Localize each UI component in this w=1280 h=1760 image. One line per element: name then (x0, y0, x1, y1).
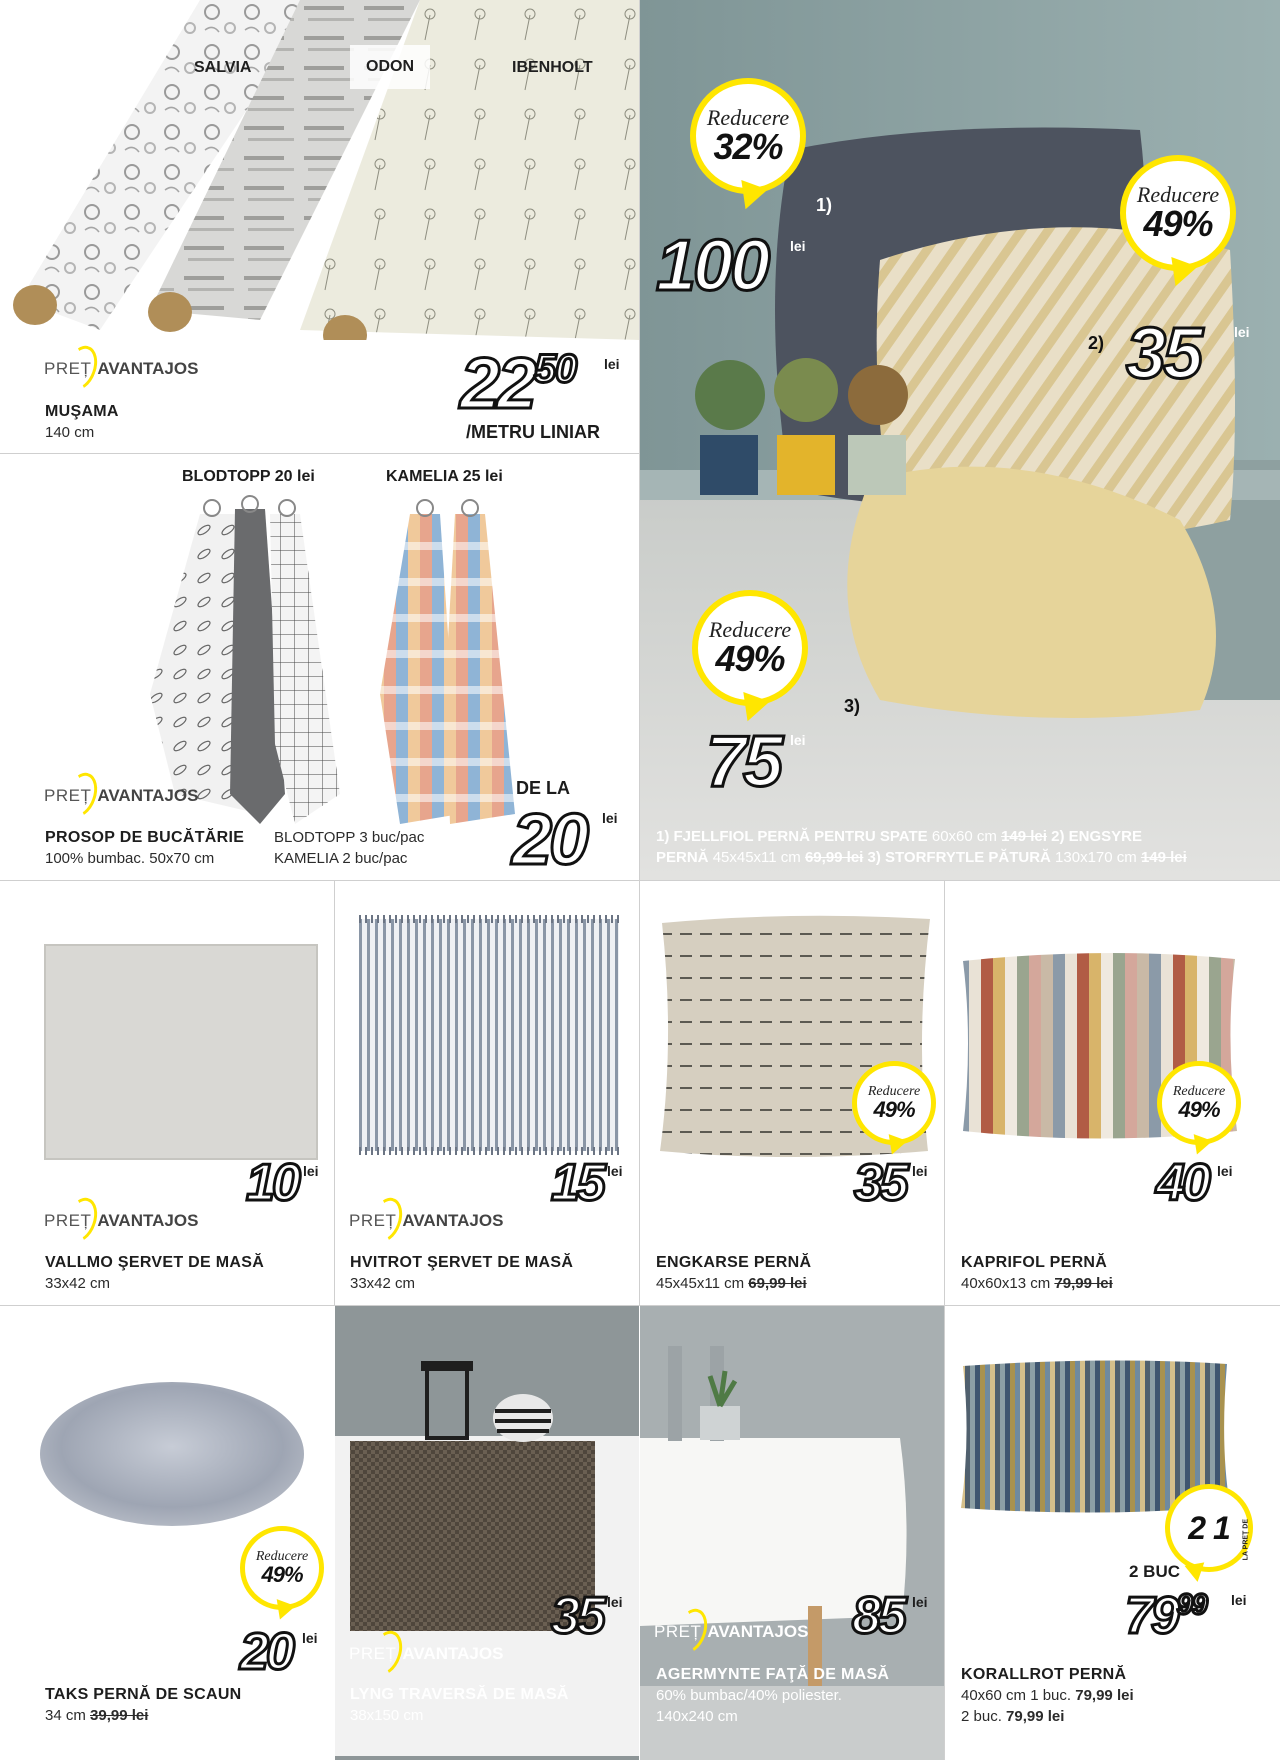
product-material: 100% bumbac. 50x70 cm (45, 850, 215, 867)
musama-panel (0, 0, 639, 453)
price-value: 40 (1156, 1154, 1208, 1212)
product-title: ENGKARSE PERNĂ (656, 1254, 812, 1271)
product-material: 60% bumbac/40% poliester. (656, 1687, 842, 1704)
price-currency-2: lei (1234, 324, 1250, 340)
product-title: VALLMO ŞERVET DE MASĂ (45, 1254, 265, 1271)
price-value-3: 75 (706, 722, 781, 802)
agermynte-panel (640, 1306, 944, 1760)
pret-avantajos-logo: PREȚ AVANTAJOS (44, 776, 198, 816)
item-marker-1: 1) (816, 195, 833, 215)
price-value: 20 (512, 800, 587, 880)
divider (0, 1305, 1280, 1306)
kaprifol-panel (945, 881, 1280, 1305)
price-currency: lei (607, 1163, 623, 1179)
pret-avantajos-logo: PREȚ AVANTAJOS (654, 1612, 808, 1652)
variant-label-odon: ODON (350, 45, 430, 89)
discount-badge-2: Reducere 49% (1120, 155, 1236, 271)
price-value: 35 (551, 1587, 603, 1645)
product-size: 45x45x11 cm 69,99 lei (656, 1275, 807, 1292)
product-title: LYNG TRAVERSĂ DE MASĂ (350, 1686, 569, 1703)
multi-buy-label: 2 BUC (1129, 1562, 1181, 1581)
musama-rolls-illustration (0, 0, 639, 340)
pret-avantajos-logo: PREȚ AVANTAJOS (44, 349, 198, 389)
divider (0, 880, 1280, 881)
divider (0, 453, 639, 454)
product-size: 38x150 cm (350, 1707, 424, 1724)
product-title: PROSOP DE BUCĂTĂRIE (45, 829, 245, 846)
price-currency: lei (607, 1594, 623, 1610)
cushion-multistripe-illustration (945, 931, 1280, 1171)
korallrot-panel (945, 1306, 1280, 1760)
price-currency: lei (604, 356, 620, 372)
variant-label-salvia: SALVIA (194, 59, 252, 76)
price-value: 20 (240, 1623, 292, 1681)
product-title: HVITROT ŞERVET DE MASĂ (350, 1254, 574, 1271)
single-price-line: 40x60 cm 1 buc. 79,99 lei (961, 1687, 1134, 1704)
price-currency: lei (602, 810, 618, 826)
divider (639, 881, 640, 1305)
prosop-panel (0, 454, 639, 880)
product-size: 140x240 cm (656, 1708, 738, 1725)
lyng-panel (335, 1306, 639, 1760)
product-title: MUŞAMA (45, 403, 119, 420)
product-size: 40x60x13 cm 79,99 lei (961, 1275, 1113, 1292)
hero-panel (640, 0, 1280, 880)
variant-label-blodtopp: BLODTOPP 20 lei (182, 468, 315, 485)
hero-caption: 1) FJELLFIOL PERNĂ PENTRU SPATE 60x60 cm 149 lei 2) ENGSYRE PERNĂ 45x45x11 cm 69,99 lei 3) STORFRYTLE PĂTURĂ 130x170 cm 149 lei (656, 828, 1187, 866)
product-size: 33x42 cm (350, 1275, 416, 1292)
multi-buy-badge: 2 1 LA PREȚ DE (1165, 1484, 1253, 1572)
napkin-grey-illustration (0, 931, 334, 1171)
pret-avantajos-logo: PREȚ AVANTAJOS (349, 1634, 503, 1674)
price-value-1: 100 (656, 226, 768, 306)
product-title: TAKS PERNĂ DE SCAUN (45, 1686, 242, 1703)
discount-badge-1: Reducere 32% (690, 78, 806, 194)
price-value: $79^{99}$ (1125, 1587, 1207, 1645)
product-size: 34 cm 39,99 lei (45, 1707, 149, 1724)
price-currency-3: lei (790, 732, 806, 748)
taks-panel (0, 1306, 334, 1760)
price-value: 15 (551, 1154, 603, 1212)
divider (639, 0, 640, 880)
price-currency-1: lei (790, 238, 806, 254)
discount-badge: Reducere 49% (1157, 1061, 1241, 1145)
price-currency: lei (1217, 1163, 1233, 1179)
price-currency: lei (912, 1594, 928, 1610)
price-value: $22^{50}$ (460, 344, 577, 424)
price-unit: /METRU LINIAR (466, 422, 600, 442)
price-value: 35 (854, 1154, 906, 1212)
product-title: KORALLROT PERNĂ (961, 1666, 1127, 1683)
discount-badge-3: Reducere 49% (692, 590, 808, 706)
variant-label-kamelia: KAMELIA 25 lei (386, 468, 503, 485)
pack-info-kamelia: KAMELIA 2 buc/pac (274, 850, 408, 867)
bundle-price-line: 2 buc. 79,99 lei (961, 1708, 1065, 1725)
price-value: 10 (246, 1154, 298, 1212)
variant-label-ibenholt: IBENHOLT (512, 59, 593, 76)
item-marker-3: 3) (844, 696, 861, 716)
product-title: KAPRIFOL PERNĂ (961, 1254, 1108, 1271)
price-currency: lei (912, 1163, 928, 1179)
price-currency: lei (303, 1163, 319, 1179)
product-title: AGERMYNTE FAŢĂ DE MASĂ (656, 1666, 890, 1683)
divider (944, 881, 945, 1305)
item-marker-2: 2) (1088, 333, 1105, 353)
pret-avantajos-logo: PREȚ AVANTAJOS (44, 1201, 198, 1241)
price-value: 85 (852, 1587, 904, 1645)
discount-badge: Reducere 49% (240, 1526, 324, 1610)
divider (334, 881, 335, 1305)
hvitrot-panel (335, 881, 639, 1305)
product-size: 33x42 cm (45, 1275, 111, 1292)
discount-badge: Reducere 49% (852, 1061, 936, 1145)
vallmo-panel (0, 881, 334, 1305)
product-size: 140 cm (45, 424, 95, 441)
engkarse-panel (640, 881, 944, 1305)
pret-avantajos-logo: PREȚ AVANTAJOS (349, 1201, 503, 1241)
napkin-striped-illustration (335, 901, 639, 1171)
price-currency: lei (1231, 1592, 1247, 1608)
divider (944, 1306, 945, 1760)
pack-info-blodtopp: BLODTOPP 3 buc/pac (274, 829, 425, 846)
price-value-2: 35 (1126, 314, 1201, 394)
price-currency: lei (302, 1630, 318, 1646)
price-prefix: DE LA (516, 778, 570, 798)
